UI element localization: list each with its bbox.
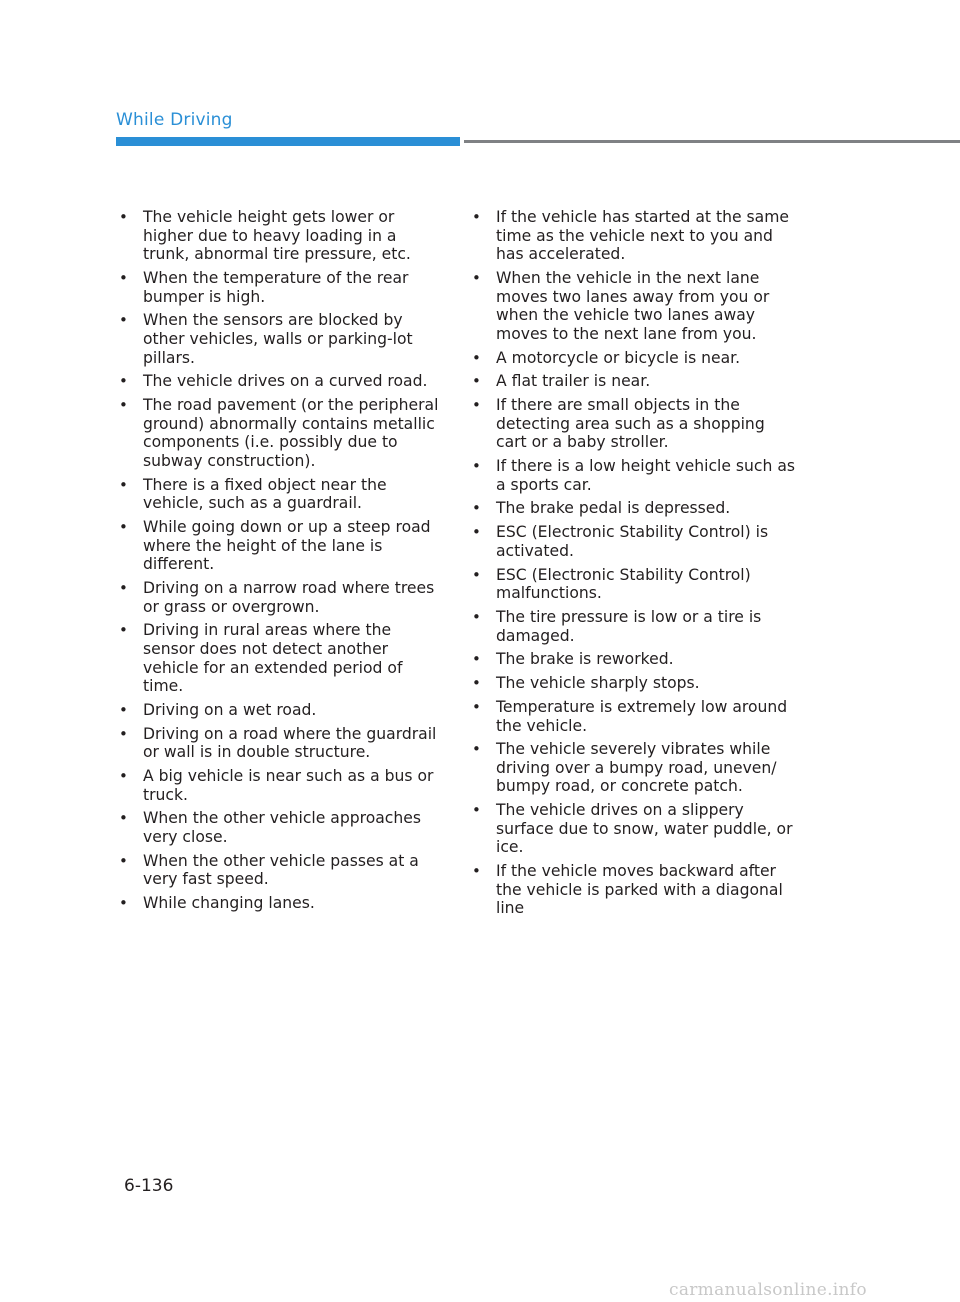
- bullet-icon: •: [119, 396, 128, 415]
- list-item-text: The vehicle height gets lower or higher due to heavy loading in a trunk, abnormal tire pressure, etc.: [143, 208, 411, 264]
- bullet-icon: •: [119, 208, 128, 226]
- list-item-text: The brake is reworked.: [496, 650, 674, 669]
- bullet-icon: •: [472, 565, 481, 584]
- list-item: [116, 396, 446, 470]
- list-item-text: While going down or up a steep road where the height of the lane is different.: [143, 518, 431, 574]
- list-item-text: The tire pressure is low or a tire is damaged.: [496, 607, 762, 645]
- list-item-text: The vehicle severely vibrates while driving over a bumpy road, uneven/ bumpy road, or concrete patch.: [496, 740, 777, 796]
- bullet-icon: •: [119, 268, 128, 287]
- list-item-text: A big vehicle is near such as a bus or truck.: [143, 767, 434, 804]
- header-divider-rule: [464, 140, 960, 143]
- bullet-icon: •: [119, 809, 128, 828]
- watermark: carmanualsonline.info: [669, 1280, 867, 1300]
- bullet-icon: •: [472, 697, 481, 716]
- list-item-text: Temperature is extremely low around the vehicle.: [496, 697, 788, 735]
- list-item-text: Driving on a wet road.: [143, 700, 317, 719]
- list-item: [469, 740, 799, 796]
- list-item: [469, 566, 799, 603]
- list-item-text: The vehicle drives on a curved road.: [143, 372, 428, 391]
- list-item-text: If there is a low height vehicle such as a sports car.: [496, 457, 796, 494]
- bullet-icon: •: [472, 208, 481, 226]
- list-item: [469, 801, 799, 857]
- list-item: [469, 349, 799, 368]
- list-item-text: Driving on a road where the guardrail or wall is in double structure.: [143, 724, 437, 762]
- list-item-text: A motorcycle or bicycle is near.: [496, 348, 741, 367]
- bullet-icon: •: [119, 475, 128, 494]
- list-item: [116, 701, 446, 720]
- list-item-text: When the vehicle in the next lane moves two lanes away from you or when the vehicle two lanes away moves to the next lane from you.: [496, 268, 770, 343]
- list-item: [469, 372, 799, 391]
- list-item-text: Driving in rural areas where the sensor does not detect another vehicle for an extended period of time.: [143, 621, 403, 696]
- list-item: [469, 457, 799, 494]
- bullet-icon: •: [472, 457, 481, 476]
- list-item-text: The road pavement (or the peripheral ground) abnormally contains metallic components (i.e. possibly due to subway construction).: [143, 396, 439, 470]
- list-item-text: A flat trailer is near.: [496, 372, 651, 391]
- list-item-text: When the other vehicle passes at a very fast speed.: [143, 851, 419, 889]
- bullet-icon: •: [472, 348, 481, 367]
- bullet-icon: •: [119, 579, 128, 597]
- list-item-text: The vehicle drives on a slippery surface due to snow, water puddle, or ice.: [496, 801, 793, 857]
- list-item: [116, 725, 446, 762]
- list-item: [469, 396, 799, 452]
- list-item-text: If the vehicle has started at the same time as the vehicle next to you and has accelerated.: [496, 208, 790, 264]
- list-item-text: The brake pedal is depressed.: [496, 499, 731, 518]
- bullet-icon: •: [119, 851, 128, 870]
- list-item: [469, 523, 799, 560]
- list-item-text: ESC (Electronic Stability Control) malfunctions.: [496, 565, 751, 603]
- list-item: [116, 894, 446, 913]
- list-item: [469, 862, 799, 918]
- bullet-icon: •: [472, 740, 481, 759]
- bullet-icon: •: [472, 674, 481, 693]
- list-item-text: When the other vehicle approaches very close.: [143, 809, 421, 847]
- bullet-icon: •: [119, 767, 128, 786]
- bullet-icon: •: [119, 621, 128, 640]
- list-item-text: When the sensors are blocked by other vehicles, walls or parking-lot pillars.: [143, 311, 413, 367]
- list-item-text: There is a fixed object near the vehicle, such as a guardrail.: [143, 475, 387, 513]
- bullet-icon: •: [472, 499, 481, 518]
- list-item: [116, 767, 446, 804]
- list-item: [469, 608, 799, 645]
- bullet-icon: •: [119, 311, 128, 330]
- bullet-icon: •: [472, 801, 481, 820]
- list-item: [116, 311, 446, 367]
- list-item: [469, 650, 799, 669]
- right-bullet-list: [469, 208, 799, 923]
- list-item: [116, 852, 446, 889]
- list-item: [116, 208, 446, 264]
- bullet-icon: •: [472, 650, 481, 669]
- page-number: 6-136: [124, 1176, 174, 1196]
- list-item: [116, 476, 446, 513]
- list-item: [116, 372, 446, 391]
- left-bullet-list: [116, 208, 446, 918]
- list-item: [116, 579, 446, 616]
- list-item: [116, 621, 446, 695]
- list-item-text: Driving on a narrow road where trees or grass or overgrown.: [143, 579, 435, 616]
- section-title: While Driving: [116, 110, 233, 130]
- list-item-text: The vehicle sharply stops.: [496, 674, 700, 693]
- bullet-icon: •: [472, 862, 481, 881]
- list-item-text: ESC (Electronic Stability Control) is activated.: [496, 523, 769, 560]
- list-item: [116, 269, 446, 306]
- list-item-text: When the temperature of the rear bumper is high.: [143, 268, 409, 306]
- list-item: [469, 208, 799, 264]
- bullet-icon: •: [119, 700, 128, 719]
- list-item-text: If the vehicle moves backward after the vehicle is parked with a diagonal line: [496, 862, 783, 918]
- bullet-icon: •: [472, 523, 481, 542]
- bullet-icon: •: [472, 396, 481, 415]
- bullet-icon: •: [472, 607, 481, 626]
- bullet-icon: •: [472, 372, 481, 391]
- list-item: [469, 674, 799, 693]
- list-item: [469, 499, 799, 518]
- list-item: [469, 269, 799, 343]
- list-item-text: If there are small objects in the detecting area such as a shopping cart or a baby stroller.: [496, 396, 765, 452]
- bullet-icon: •: [119, 372, 128, 391]
- header-accent-rule: [116, 137, 460, 146]
- list-item: [116, 518, 446, 574]
- list-item-text: While changing lanes.: [143, 894, 315, 913]
- bullet-icon: •: [119, 894, 128, 913]
- list-item: [469, 698, 799, 735]
- list-item: [116, 809, 446, 846]
- bullet-icon: •: [472, 268, 481, 287]
- bullet-icon: •: [119, 518, 128, 537]
- bullet-icon: •: [119, 724, 128, 743]
